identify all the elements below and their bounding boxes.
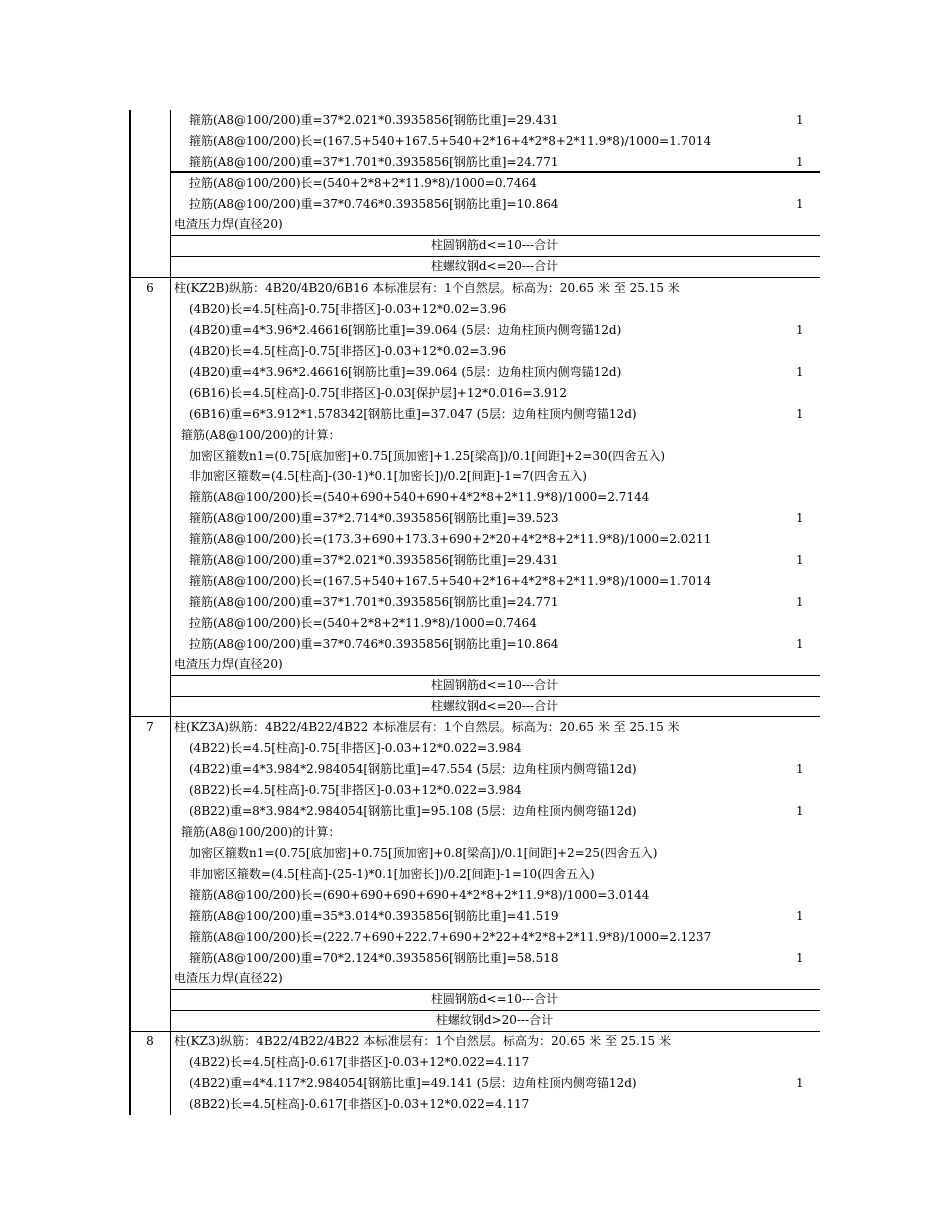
calc-text: 加密区箍数n1=(0.75[底加密]+0.75[顶加密]+0.8[梁高])/0.1[间距]+2=25(四舍五入)	[189, 846, 658, 860]
calc-row	[0, 446, 950, 467]
item-header-row	[0, 278, 950, 299]
calc-row	[0, 487, 950, 508]
calc-text: (6B16)重=6*3.912*1.578342[钢筋比重]=37.047 (5层：边角柱顶内侧弯锚12d)	[189, 407, 637, 421]
item-title: 柱(KZ3)纵筋：4B22/4B22/4B22 本标准层有：1个自然层。标高为：20.65 米 至 25.15 米	[174, 1034, 671, 1048]
summary-row	[0, 235, 950, 256]
calc-text: 非加密区箍数=(4.5[柱高]-(30-1)*0.1[加密长])/0.2[间距]-1=7(四舍五入)	[189, 469, 587, 483]
calc-row	[0, 1073, 950, 1094]
calc-row	[0, 529, 950, 550]
calc-text: (8B22)重=8*3.984*2.984054[钢筋比重]=95.108 (5层：边角柱顶内侧弯锚12d)	[189, 804, 637, 818]
calc-row	[0, 968, 950, 989]
calc-row	[0, 110, 950, 131]
summary-text: 柱螺纹钢d>20---合计	[435, 1013, 554, 1027]
calc-text: 箍筋(A8@100/200)重=37*2.021*0.3935856[钢筋比重]=29.431	[189, 113, 559, 127]
calc-text: 箍筋(A8@100/200)长=(690+690+690+690+4*2*8+2*11.9*8)/1000=3.0144	[189, 888, 650, 902]
calc-text: 电渣压力焊(直径20)	[174, 217, 283, 231]
qty-value: 1	[796, 365, 804, 379]
summary-row	[0, 256, 950, 277]
calc-text: 拉筋(A8@100/200)重=37*0.746*0.3935856[钢筋比重]=10.864	[189, 197, 559, 211]
calc-row	[0, 759, 950, 780]
summary-row	[0, 696, 950, 717]
calc-row	[0, 592, 950, 613]
qty-value: 1	[796, 637, 804, 651]
calc-text: 电渣压力焊(直径20)	[174, 657, 283, 671]
qty-value: 1	[796, 951, 804, 965]
calc-text: 箍筋(A8@100/200)重=37*2.714*0.3935856[钢筋比重]=39.523	[189, 511, 559, 525]
item-number: 7	[146, 720, 154, 734]
item-title: 柱(KZ2B)纵筋：4B20/4B20/6B16 本标准层有：1个自然层。标高为：20.65 米 至 25.15 米	[174, 281, 680, 295]
calc-text: (4B20)重=4*3.96*2.46616[钢筋比重]=39.064 (5层：边角柱顶内侧弯锚12d)	[189, 365, 622, 379]
qty-value: 1	[796, 323, 804, 337]
calc-text: (8B22)长=4.5[柱高]-0.75[非搭区]-0.03+12*0.022=3.984	[189, 783, 522, 797]
calc-text: 箍筋(A8@100/200)重=37*1.701*0.3935856[钢筋比重]=24.771	[189, 595, 559, 609]
calc-text: 箍筋(A8@100/200)长=(167.5+540+167.5+540+2*16+4*2*8+2*11.9*8)/1000=1.7014	[189, 574, 712, 588]
summary-text: 柱圆钢筋d<=10---合计	[430, 678, 559, 692]
calc-text: 拉筋(A8@100/200)重=37*0.746*0.3935856[钢筋比重]=10.864	[189, 637, 559, 651]
calc-text: (4B22)长=4.5[柱高]-0.617[非搭区]-0.03+12*0.022=4.117	[189, 1055, 530, 1069]
calc-text: (4B20)长=4.5[柱高]-0.75[非搭区]-0.03+12*0.02=3.96	[189, 302, 507, 316]
calc-text: (4B20)长=4.5[柱高]-0.75[非搭区]-0.03+12*0.02=3.96	[189, 344, 507, 358]
calc-row	[0, 1052, 950, 1073]
calc-text: (4B22)长=4.5[柱高]-0.75[非搭区]-0.03+12*0.022=3.984	[189, 741, 522, 755]
calc-row	[0, 864, 950, 885]
calc-text: 箍筋(A8@100/200)长=(167.5+540+167.5+540+2*16+4*2*8+2*11.9*8)/1000=1.7014	[189, 134, 712, 148]
calc-row	[0, 927, 950, 948]
calc-row	[0, 822, 950, 843]
qty-value: 1	[796, 113, 804, 127]
calc-row	[0, 550, 950, 571]
calc-row	[0, 320, 950, 341]
calc-row	[0, 362, 950, 383]
calc-row	[0, 404, 950, 425]
qty-value: 1	[796, 511, 804, 525]
summary-text: 柱螺纹钢d<=20---合计	[430, 699, 559, 713]
calc-text: 箍筋(A8@100/200)长=(173.3+690+173.3+690+2*20+4*2*8+2*11.9*8)/1000=2.0211	[189, 532, 712, 546]
calc-row	[0, 425, 950, 446]
summary-row	[0, 675, 950, 696]
calc-row	[0, 738, 950, 759]
calc-row	[0, 173, 950, 194]
item-number: 8	[146, 1034, 154, 1048]
calc-row	[0, 152, 950, 173]
calc-row	[0, 801, 950, 822]
calc-row	[0, 299, 950, 320]
qty-value: 1	[796, 804, 804, 818]
qty-value: 1	[796, 1076, 804, 1090]
calc-text: 箍筋(A8@100/200)重=35*3.014*0.3935856[钢筋比重]=41.519	[189, 909, 559, 923]
calc-text: 拉筋(A8@100/200)长=(540+2*8+2*11.9*8)/1000=0.7464	[189, 616, 537, 630]
qty-value: 1	[796, 553, 804, 567]
calc-text: (6B16)长=4.5[柱高]-0.75[非搭区]-0.03[保护层]+12*0.016=3.912	[189, 386, 567, 400]
calc-row	[0, 948, 950, 969]
calc-row	[0, 780, 950, 801]
calc-text: (4B22)重=4*4.117*2.984054[钢筋比重]=49.141 (5层：边角柱顶内侧弯锚12d)	[189, 1076, 637, 1090]
calc-text: (8B22)长=4.5[柱高]-0.617[非搭区]-0.03+12*0.022=4.117	[189, 1097, 530, 1111]
calc-text: 箍筋(A8@100/200)重=70*2.124*0.3935856[钢筋比重]=58.518	[189, 951, 559, 965]
calc-row	[0, 341, 950, 362]
calc-row	[0, 885, 950, 906]
item-header-row	[0, 717, 950, 738]
qty-value: 1	[796, 909, 804, 923]
calc-row	[0, 843, 950, 864]
calc-row	[0, 508, 950, 529]
calc-row	[0, 131, 950, 152]
calc-text: 箍筋(A8@100/200)重=37*1.701*0.3935856[钢筋比重]=24.771	[189, 155, 559, 169]
calc-text: 拉筋(A8@100/200)长=(540+2*8+2*11.9*8)/1000=0.7464	[189, 176, 537, 190]
qty-value: 1	[796, 197, 804, 211]
calc-row	[0, 466, 950, 487]
calc-text: (4B20)重=4*3.96*2.46616[钢筋比重]=39.064 (5层：边角柱顶内侧弯锚12d)	[189, 323, 622, 337]
summary-text: 柱圆钢筋d<=10---合计	[430, 992, 559, 1006]
summary-text: 柱圆钢筋d<=10---合计	[430, 238, 559, 252]
calc-text: 非加密区箍数=(4.5[柱高]-(25-1)*0.1[加密长])/0.2[间距]-1=10(四舍五入)	[189, 867, 595, 881]
calc-row	[0, 383, 950, 404]
calc-text: 箍筋(A8@100/200)重=37*2.021*0.3935856[钢筋比重]=29.431	[189, 553, 559, 567]
calc-text: 箍筋(A8@100/200)的计算：	[181, 428, 341, 442]
calc-text: (4B22)重=4*3.984*2.984054[钢筋比重]=47.554 (5层：边角柱顶内侧弯锚12d)	[189, 762, 637, 776]
calc-row	[0, 1094, 950, 1115]
summary-row	[0, 1010, 950, 1031]
calc-row	[0, 571, 950, 592]
calc-text: 箍筋(A8@100/200)长=(540+690+540+690+4*2*8+2*11.9*8)/1000=2.7144	[189, 490, 650, 504]
item-title: 柱(KZ3A)纵筋：4B22/4B22/4B22 本标准层有：1个自然层。标高为：20.65 米 至 25.15 米	[174, 720, 680, 734]
calc-row	[0, 613, 950, 634]
calc-row	[0, 906, 950, 927]
calc-row	[0, 634, 950, 655]
summary-row	[0, 989, 950, 1010]
calc-row	[0, 194, 950, 215]
calc-text: 加密区箍数n1=(0.75[底加密]+0.75[顶加密]+1.25[梁高])/0.1[间距]+2=30(四舍五入)	[189, 449, 666, 463]
calc-row	[0, 214, 950, 235]
calc-text: 箍筋(A8@100/200)的计算：	[181, 825, 341, 839]
calc-text: 电渣压力焊(直径22)	[174, 971, 283, 985]
calc-row	[0, 654, 950, 675]
qty-value: 1	[796, 407, 804, 421]
qty-value: 1	[796, 155, 804, 169]
calc-text: 箍筋(A8@100/200)长=(222.7+690+222.7+690+2*22+4*2*8+2*11.9*8)/1000=2.1237	[189, 930, 712, 944]
item-number: 6	[146, 281, 154, 295]
qty-value: 1	[796, 762, 804, 776]
item-header-row	[0, 1031, 950, 1052]
qty-value: 1	[796, 595, 804, 609]
summary-text: 柱螺纹钢d<=20---合计	[430, 259, 559, 273]
